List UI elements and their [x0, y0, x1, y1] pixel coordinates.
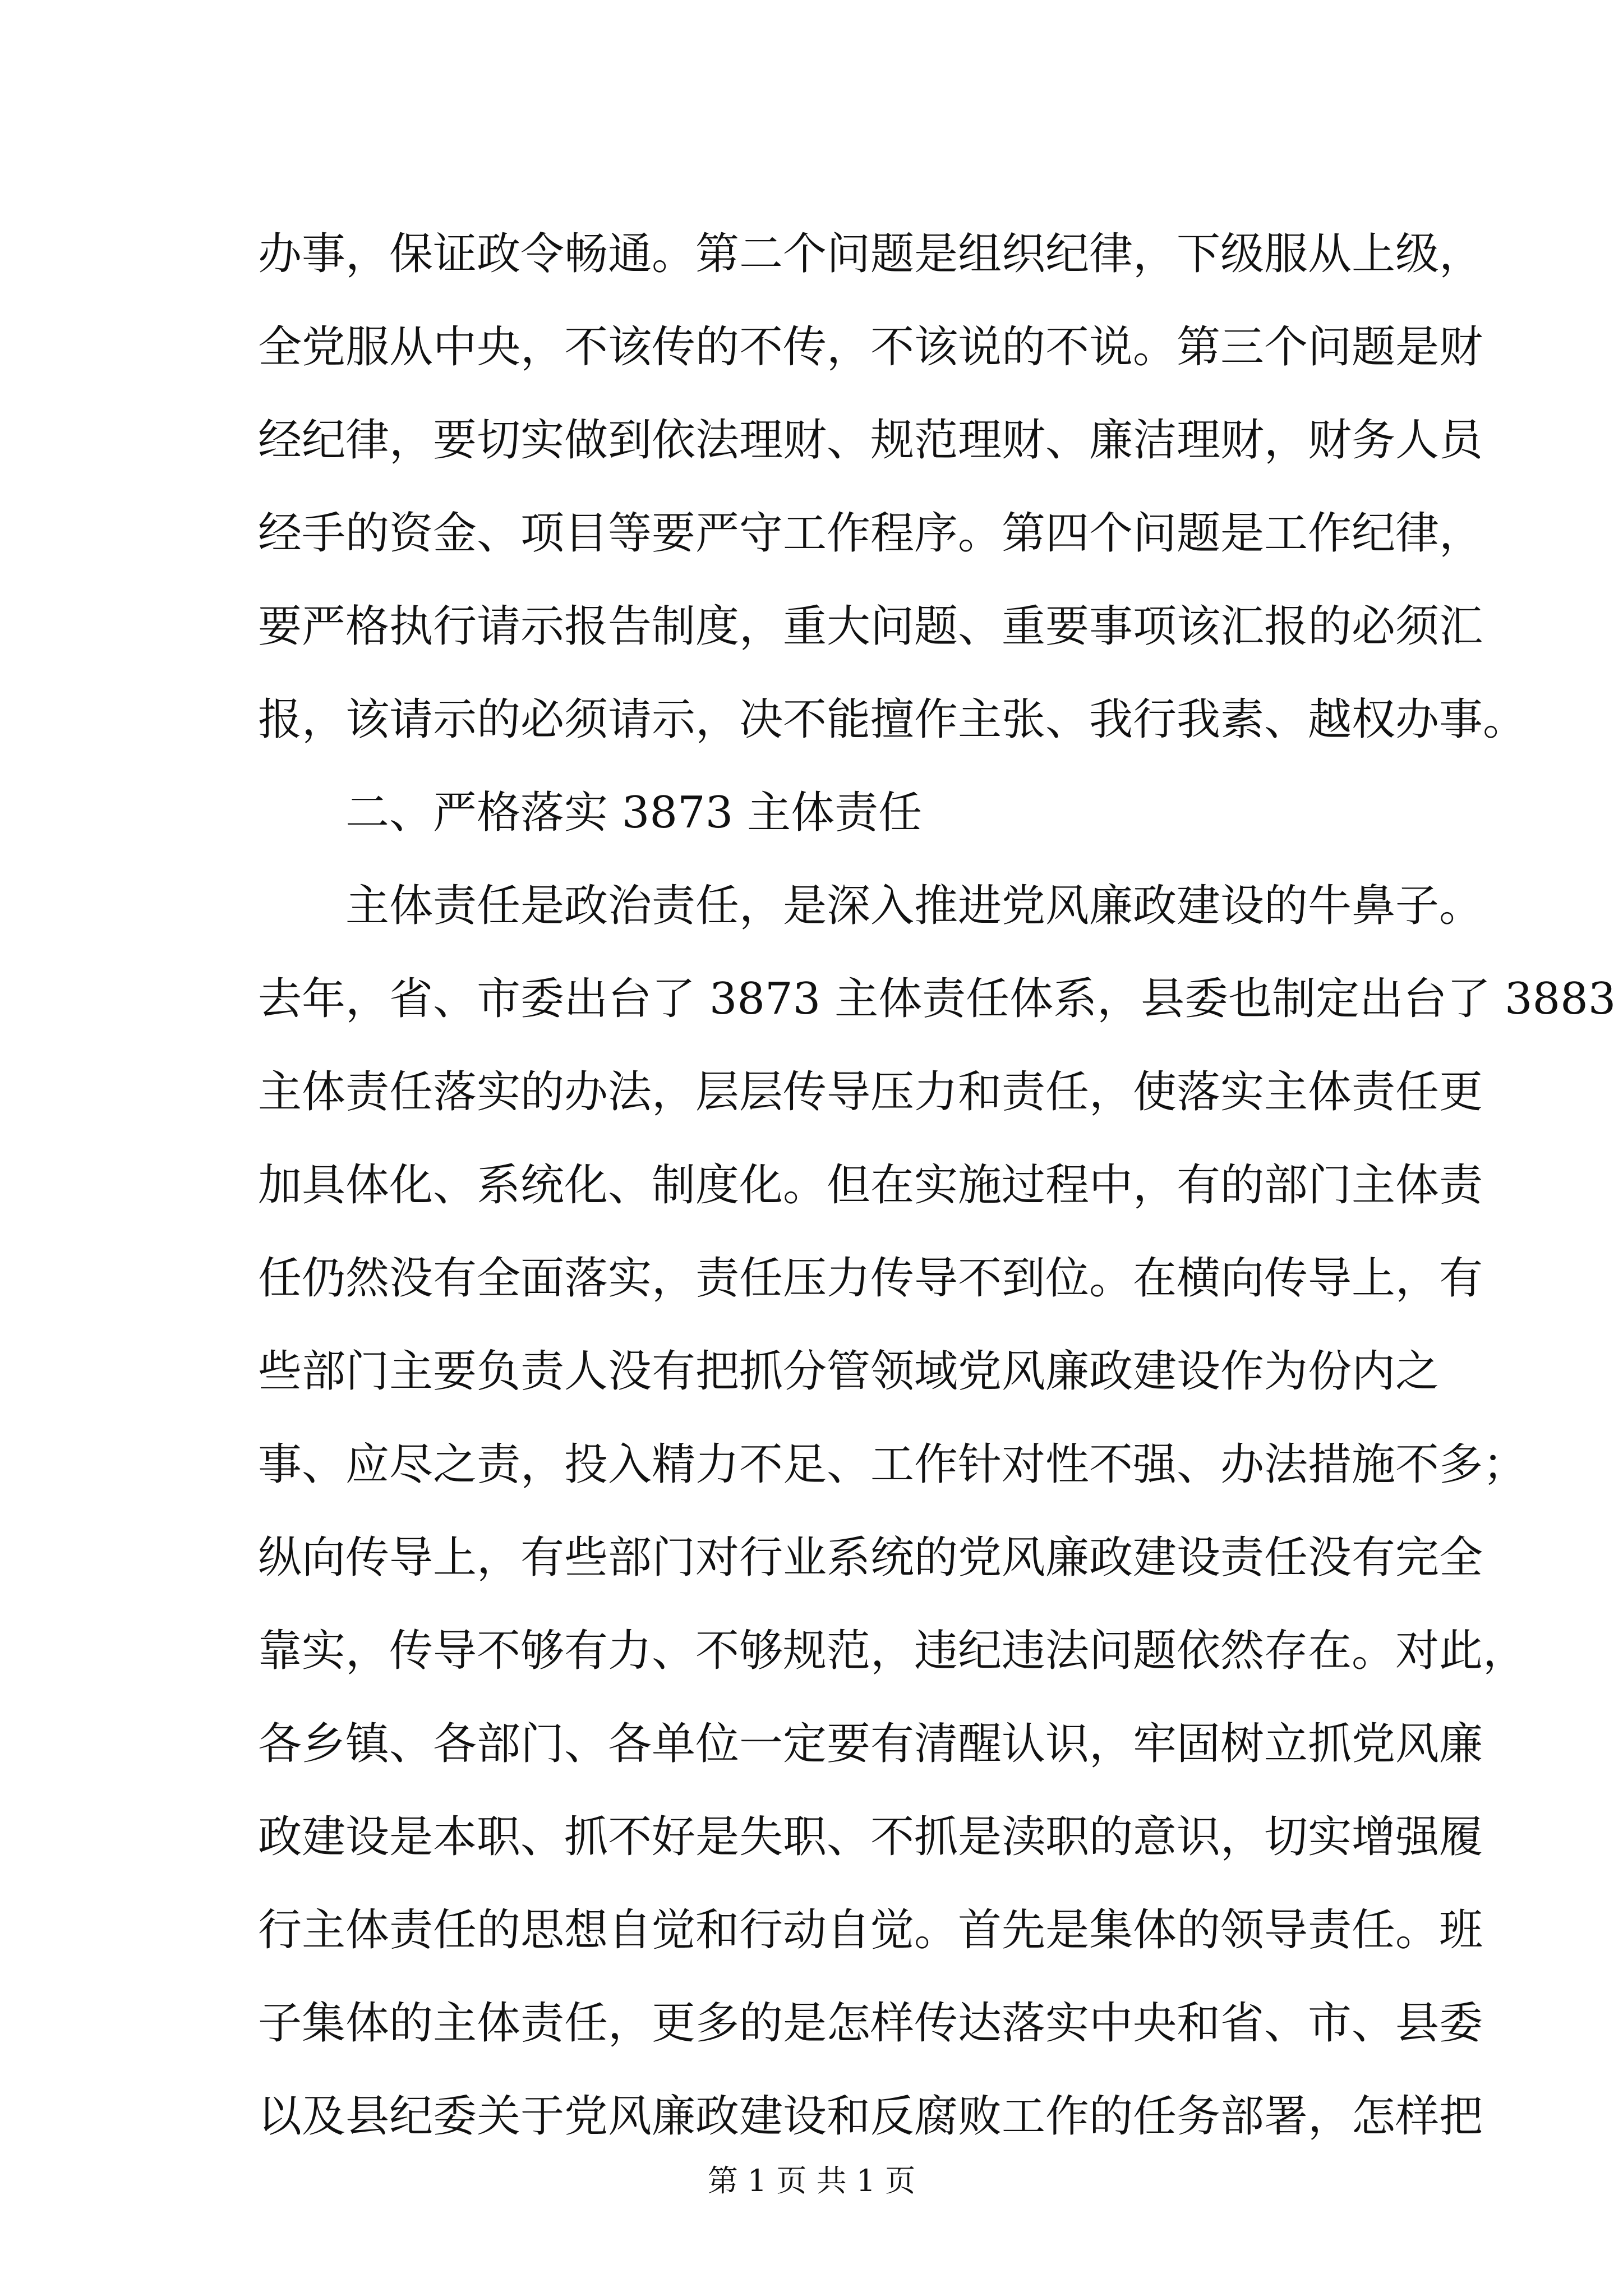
text-line: 以及县纪委关于党风廉政建设和反腐败工作的任务部署，怎样把: [258, 2091, 1483, 2142]
text-line: 靠实，传导不够有力、不够规范，违纪违法问题依然存在。对此，: [258, 1626, 1527, 1676]
text-line: 办事，保证政令畅通。第二个问题是组织纪律，下级服从上级，: [258, 229, 1483, 279]
text-line: 行主体责任的思想自觉和行动自觉。首先是集体的领导责任。班: [258, 1905, 1483, 1955]
text-line: 政建设是本职、抓不好是失职、不抓是渎职的意识，切实增强履: [258, 1812, 1483, 1862]
text-line: 事、应尽之责，投入精力不足、工作针对性不强、办法措施不多；: [258, 1439, 1527, 1490]
text-line: 任仍然没有全面落实，责任压力传导不到位。在横向传导上，有: [258, 1253, 1483, 1304]
text-line: 经手的资金、项目等要严守工作程序。第四个问题是工作纪律，: [258, 508, 1483, 559]
text-line: 纵向传导上，有些部门对行业系统的党风廉政建设责任没有完全: [258, 1533, 1483, 1583]
text-line: 经纪律，要切实做到依法理财、规范理财、廉洁理财，财务人员: [258, 415, 1483, 466]
section-heading: 二、严格落实 3873 主体责任: [345, 788, 923, 838]
page-footer: 第 1 页 共 1 页: [707, 2163, 916, 2198]
text-line: 子集体的主体责任，更多的是怎样传达落实中央和省、市、县委: [258, 1998, 1483, 2049]
text-line: 去年，省、市委出台了 3873 主体责任体系，县委也制定出台了 3883: [258, 974, 1616, 1024]
document-body: [258, 208, 1616, 2163]
text-line: 主体责任落实的办法，层层传导压力和责任，使落实主体责任更: [258, 1067, 1483, 1117]
text-line: 要严格执行请示报告制度，重大问题、重要事项该汇报的必须汇: [258, 601, 1483, 652]
text-line: 全党服从中央，不该传的不传，不该说的不说。第三个问题是财: [258, 322, 1483, 372]
text-line: 各乡镇、各部门、各单位一定要有清醒认识，牢固树立抓党风廉: [258, 1719, 1483, 1769]
text-line: 加具体化、系统化、制度化。但在实施过程中，有的部门主体责: [258, 1160, 1483, 1211]
text-line: 些部门主要负责人没有把抓分管领域党风廉政建设作为份内之: [258, 1346, 1440, 1397]
text-line: 主体责任是政治责任，是深入推进党风廉政建设的牛鼻子。: [345, 881, 1483, 931]
text-line: 报，该请示的必须请示，决不能擅作主张、我行我素、越权办事。: [258, 694, 1527, 745]
